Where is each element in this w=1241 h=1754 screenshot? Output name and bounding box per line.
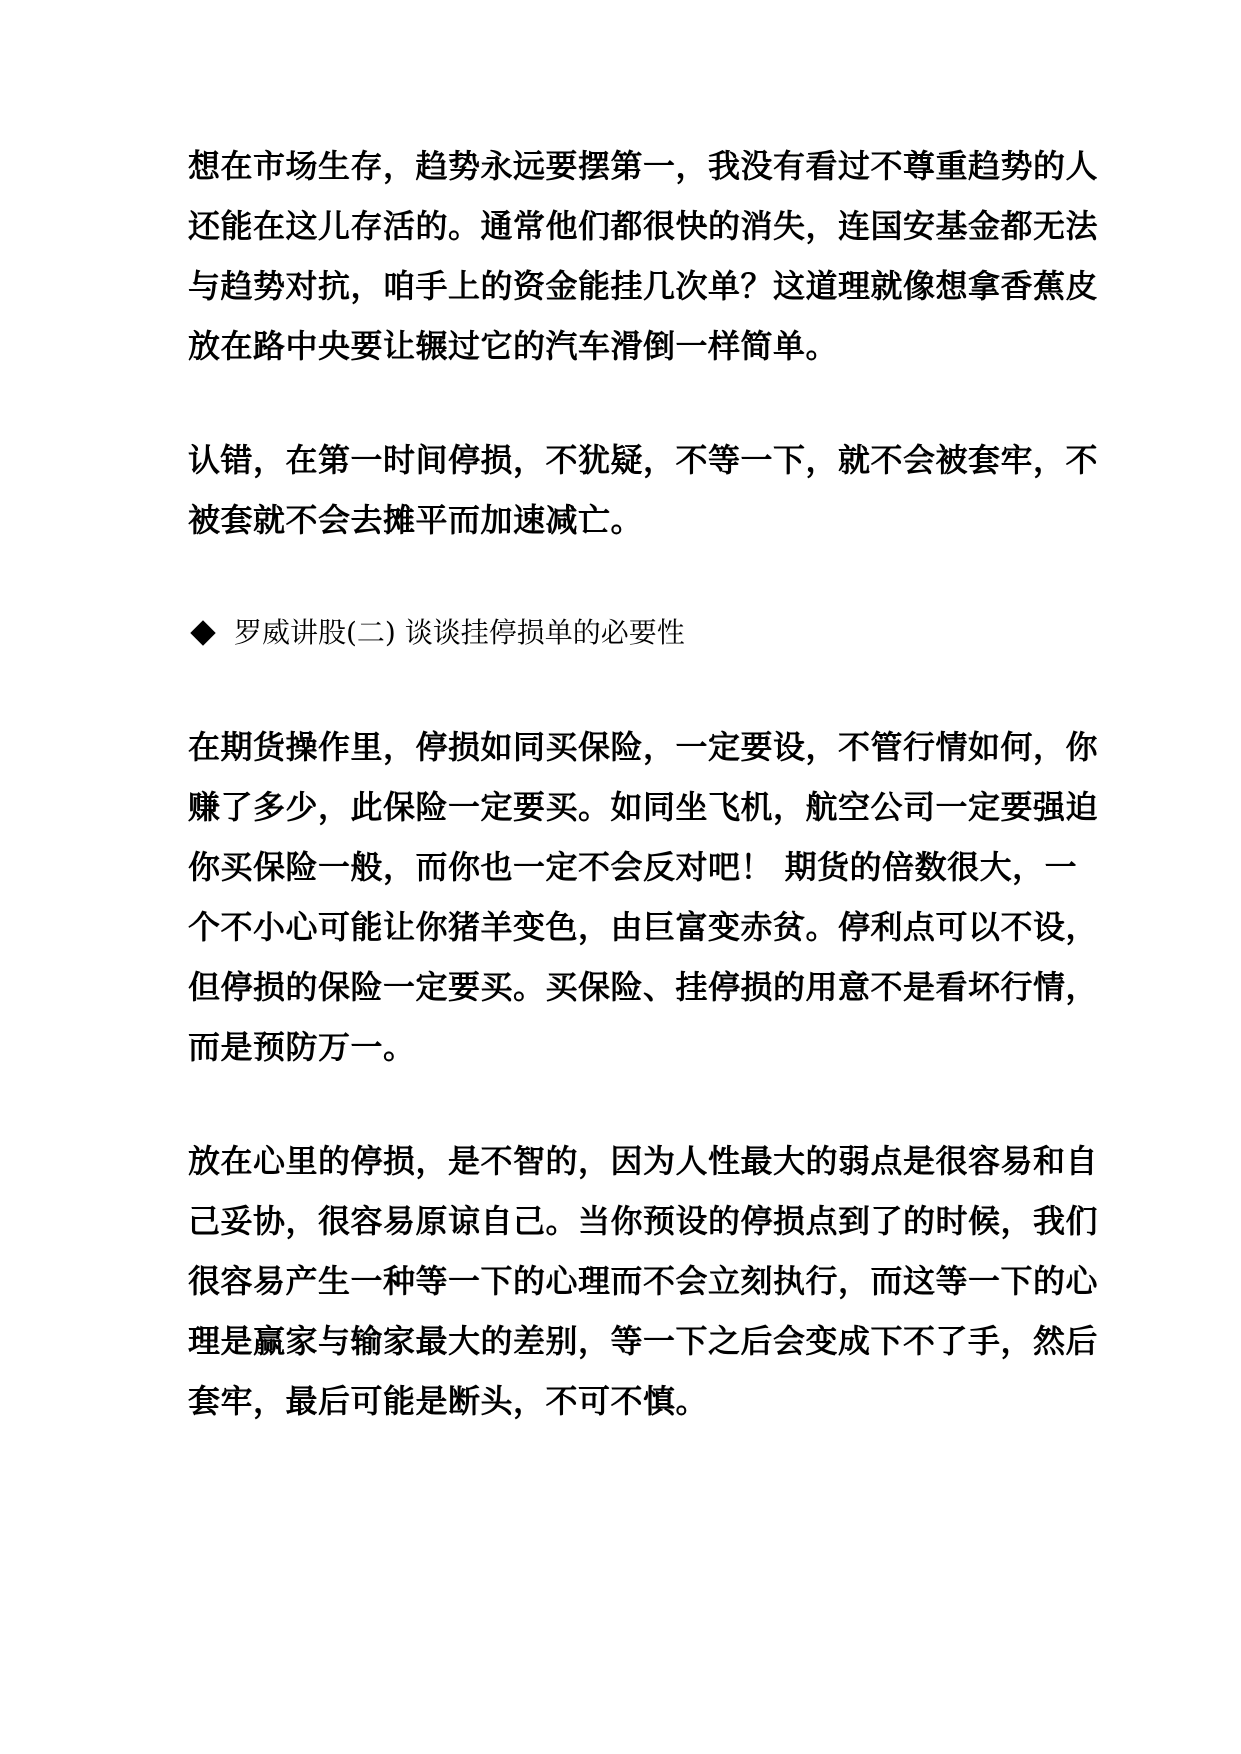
paragraph-line: 个不小心可能让你猪羊变色，由巨富变赤贫。停利点可以不设， [188, 908, 1099, 946]
paragraph-line: 认错，在第一时间停损，不犹疑，不等一下，就不会被套牢，不 [188, 441, 1099, 479]
paragraph-line: 放在心里的停损，是不智的，因为人性最大的弱点是很容易和自 [188, 1142, 1099, 1180]
paragraph-line: 理是赢家与输家最大的差别，等一下之后会变成下不了手，然后 [188, 1322, 1099, 1360]
paragraph-line: 被套就不会去摊平而加速减亡。 [188, 501, 644, 539]
paragraph-line: 与趋势对抗，咱手上的资金能挂几次单？这道理就像想拿香蕉皮 [188, 267, 1099, 305]
paragraph-line: 在期货操作里，停损如同买保险，一定要设，不管行情如何，你 [188, 728, 1099, 766]
paragraph-line: 套牢，最后可能是断头，不可不慎。 [188, 1382, 709, 1420]
paragraph-line: 己妥协，很容易原谅自己。当你预设的停损点到了的时候，我们 [188, 1202, 1099, 1240]
paragraph-line: 很容易产生一种等一下的心理而不会立刻执行，而这等一下的心 [188, 1262, 1099, 1300]
paragraph-line: 想在市场生存，趋势永远要摆第一，我没有看过不尊重趋势的人 [188, 147, 1099, 185]
section-heading-text: 罗威讲股(二) 谈谈挂停损单的必要性 [234, 616, 685, 649]
diamond-bullet-icon [190, 620, 215, 645]
paragraph-line: 放在路中央要让辗过它的汽车滑倒一样简单。 [188, 327, 839, 365]
paragraph-line: 而是预防万一。 [188, 1028, 416, 1066]
paragraph-line: 赚了多少，此保险一定要买。如同坐飞机，航空公司一定要强迫 [188, 788, 1099, 826]
paragraph-line: 还能在这儿存活的。通常他们都很快的消失，连国安基金都无法 [188, 207, 1099, 245]
paragraph-line: 你买保险一般，而你也一定不会反对吧！ 期货的倍数很大，一 [188, 848, 1078, 886]
section-heading [188, 613, 685, 653]
paragraph-line: 但停损的保险一定要买。买保险、挂停损的用意不是看坏行情， [188, 968, 1099, 1006]
